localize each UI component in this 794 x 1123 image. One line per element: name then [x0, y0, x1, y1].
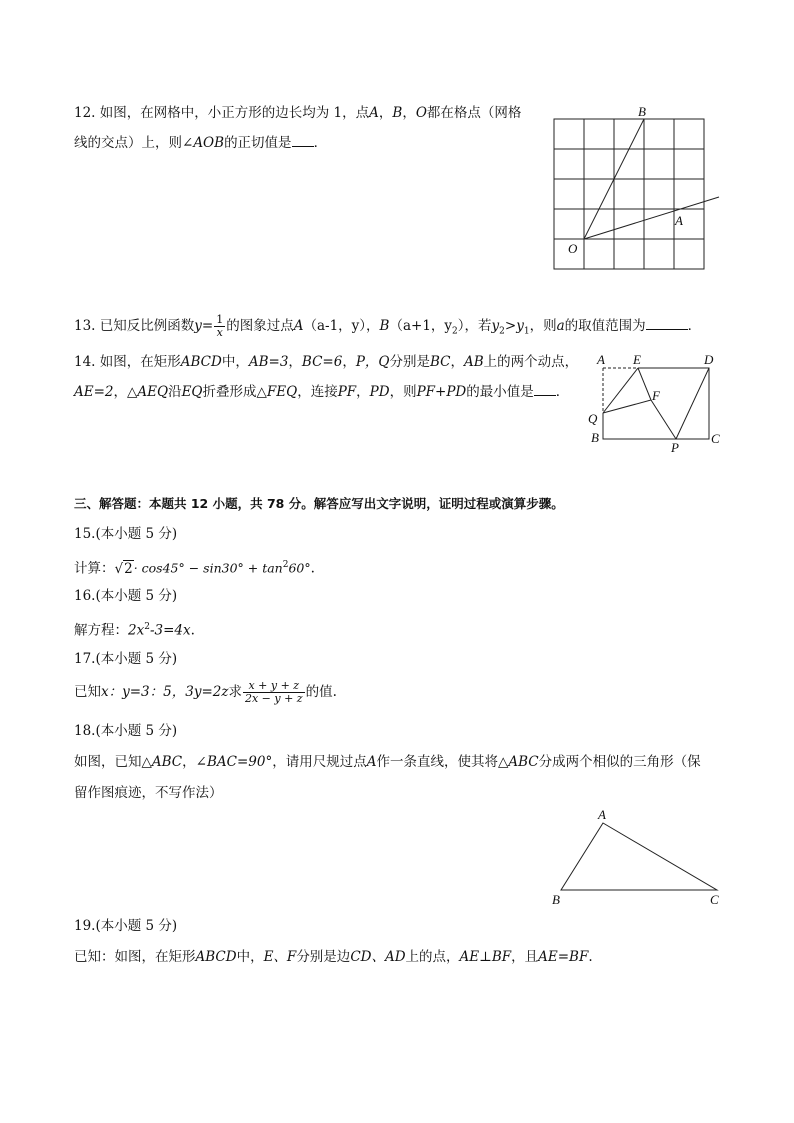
- question-16-head: 16.(本小题 5 分): [74, 588, 178, 604]
- question-19-body: 已知：如图，在矩形ABCD中，E、F分别是边CD、AD上的点，AE⊥BF，且AE=BF.: [74, 949, 593, 965]
- question-17-body: 已知x：y=3：5，3y=2z求 $\frac{x + y + z}{2x - y + z}$ 的值.: [74, 679, 337, 705]
- label-o: O: [568, 241, 578, 256]
- segment-qf: [603, 400, 651, 413]
- sqrt-2: √2: [114, 560, 133, 577]
- answer-blank: [292, 146, 314, 147]
- label-e: E: [633, 352, 641, 367]
- answer-blank: [646, 329, 688, 330]
- triangle-abc: [561, 823, 717, 890]
- label-b: B: [552, 892, 560, 907]
- q12-line-1: 12. 如图，在网格中，小正方形的边长均为 1，点A，B，O都在格点（网格: [74, 105, 522, 121]
- question-14: [74, 352, 584, 402]
- question-15-head: 15.(本小题 5 分): [74, 526, 178, 542]
- label-c: C: [711, 431, 720, 446]
- fraction-expression: $\frac{x + y + z}{2x - y + z}$: [244, 679, 303, 705]
- q12-grid-figure: [545, 105, 735, 270]
- section-3-heading: 三、解答题：本题共 12 小题，共 78 分。解答应写出文字说明，证明过程或演算步骤。: [74, 496, 564, 511]
- ray-oa: [584, 197, 719, 239]
- q14-line-1: 14. 如图，在矩形ABCD中，AB=3，BC=6，P，Q分别是BC，AB上的两个动点，: [74, 354, 579, 370]
- question-15-body: 计算：$√2\cdot \cos 45^\circ - \sin 30^\circ + \tan^260^\circ$.: [74, 560, 315, 577]
- question-13: 13. 已知反比例函数y= $\frac{1}{x}$ 的图象过点A（a-1，y），B（a+1，$y_2$），若$y_2>y_1$，则a的取值范围为 ．: [74, 313, 702, 339]
- label-b: B: [638, 105, 646, 119]
- fraction-1-over-x: $\frac{1}{x}$: [216, 313, 224, 339]
- question-12: [74, 103, 544, 153]
- question-17-head: 17.(本小题 5 分): [74, 651, 178, 667]
- segment-qe: [603, 368, 638, 413]
- q18-triangle-figure: [545, 805, 735, 910]
- segment-fp: [651, 400, 676, 439]
- label-d: D: [704, 352, 714, 367]
- question-18-head: 18.(本小题 5 分): [74, 723, 178, 739]
- q18-line-2: 留作图痕迹，不写作法）: [74, 785, 223, 801]
- question-16-body: 解方程：$2x^2-3=4x$.: [74, 622, 195, 639]
- label-c: C: [710, 892, 719, 907]
- question-19-head: 19.(本小题 5 分): [74, 918, 178, 934]
- label-a: A: [597, 352, 605, 367]
- label-f: F: [652, 388, 660, 403]
- question-18-body: [74, 752, 734, 803]
- segment-ef: [638, 368, 651, 400]
- label-a: A: [675, 213, 683, 228]
- label-q: Q: [588, 411, 598, 426]
- q18-line-1: 如图，已知△ABC，∠BAC=90°，请用尺规过点A作一条直线，使其将△ABC分成两个相似的三角形（保: [74, 754, 701, 770]
- q14-rectangle-figure: [585, 350, 735, 460]
- segment-pd: [676, 368, 709, 439]
- answer-blank: [534, 395, 556, 396]
- rectangle-outline: [603, 368, 709, 439]
- label-a: A: [598, 807, 606, 822]
- label-p: P: [671, 440, 679, 455]
- q14-line-2: AE=2，△AEQ沿EQ折叠形成△FEQ，连接PF，PD，则PF+PD的最小值是 ．: [74, 384, 570, 400]
- q12-line-2: 线的交点）上，则∠AOB的正切值是 ．: [74, 135, 328, 151]
- label-b: B: [591, 430, 599, 445]
